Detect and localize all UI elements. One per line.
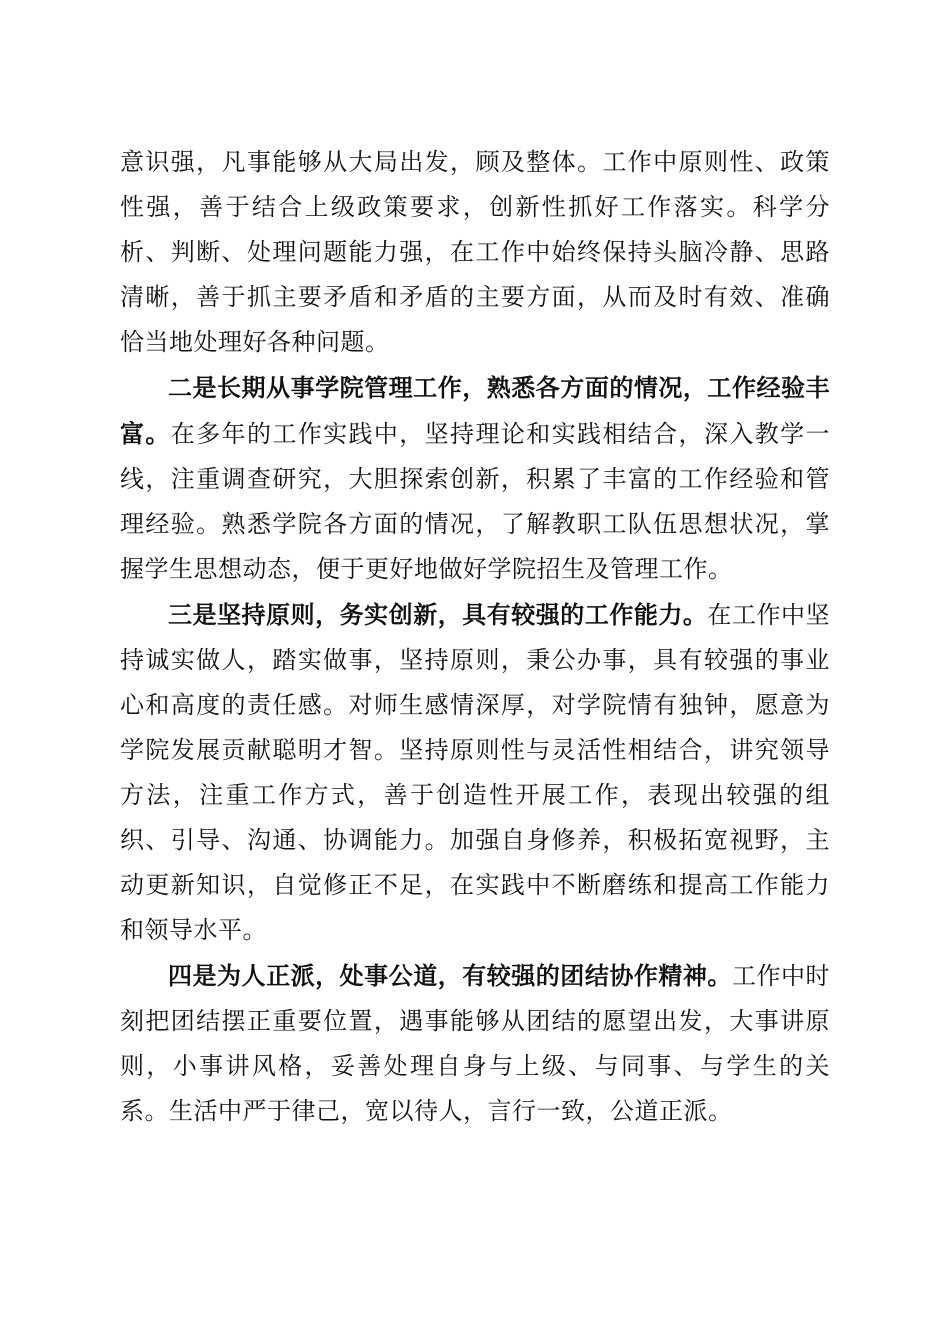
paragraph-1 xyxy=(120,140,830,365)
paragraph-4-lead: 四是为人正派，处事公道，有较强的团结协作精神。 xyxy=(168,961,732,990)
paragraph-3-lead: 三是坚持原则，务实创新，具有较强的工作能力。 xyxy=(168,600,708,629)
paragraph-1-body: 意识强，凡事能够从大局出发，顾及整体。工作中原则性、政策性强，善于结合上级政策要求，创新性抓好工作落实。科学分析、判断、处理问题能力强，在工作中始终保持头脑冷静、思路清晰，善于抓主要矛盾和矛盾的主要方面，从而及时有效、准确恰当地处理好各种问题。 xyxy=(120,148,830,356)
paragraph-4-body: 工作中时刻把团结摆正重要位置，遇事能够从团结的愿望出发，大事讲原则，小事讲风格，妥善处理自身与上级、与同事、与学生的关系。生活中严于律己，宽以待人，言行一致，公道正派。 xyxy=(120,962,831,1125)
paragraph-2-body: 在多年的工作实践中，坚持理论和实践相结合，深入教学一线，注重调查研究，大胆探索创新，积累了丰富的工作经验和管理经验。熟悉学院各方面的情况，了解教职工队伍思想状况，掌握学生思想动态，便于更好地做好学院招生及管理工作。 xyxy=(120,420,831,583)
paragraph-3 xyxy=(120,592,830,953)
document-body xyxy=(120,140,830,1134)
paragraph-2 xyxy=(120,365,830,592)
paragraph-4 xyxy=(120,953,830,1134)
paragraph-3-body: 在工作中坚持诚实做人，踏实做事，坚持原则，秉公办事，具有较强的事业心和高度的责任感。对师生感情深厚，对学院情有独钟，愿意为学院发展贡献聪明才智。坚持原则性与灵活性相结合，讲究领导方法，注重工作方式，善于创造性开展工作，表现出较强的组织、引导、沟通、协调能力。加强自身修养，积极拓宽视野，主动更新知识，自觉修正不足，在实践中不断磨练和提高工作能力和领导水平。 xyxy=(120,601,830,944)
paragraph-2-lead: 二是长期从事学院管理工作，熟悉各方面的情况，工作经验丰富。 xyxy=(120,373,830,448)
